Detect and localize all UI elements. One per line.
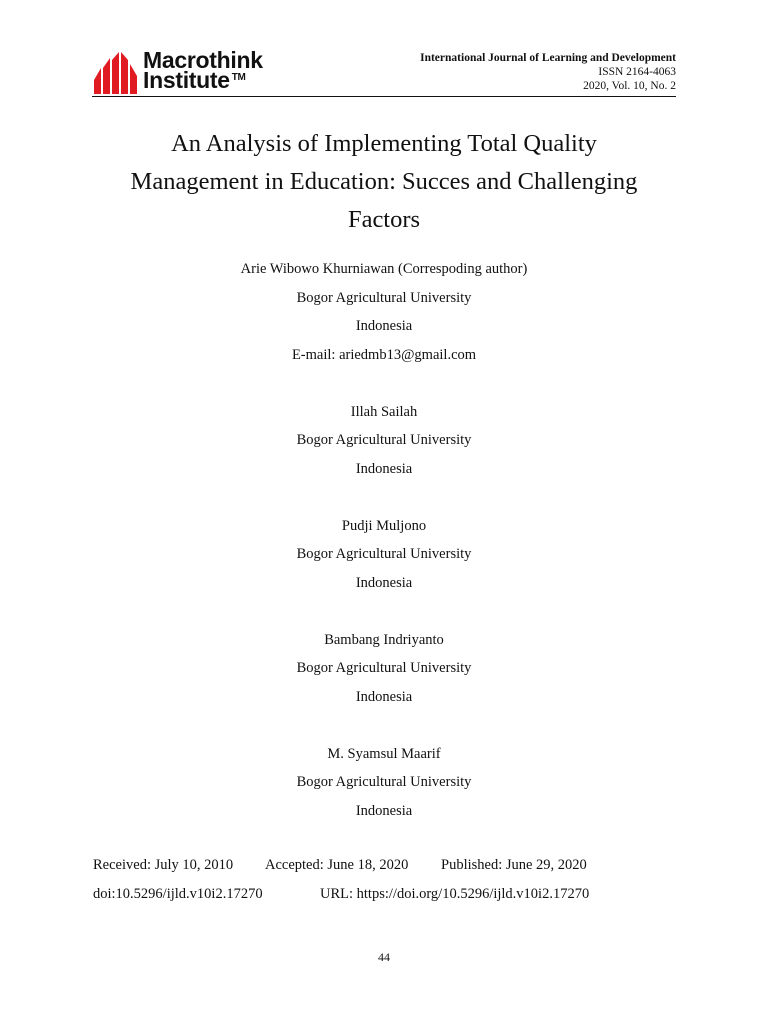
trademark-symbol: TM bbox=[231, 72, 246, 83]
author-block bbox=[92, 255, 676, 369]
author-block bbox=[92, 626, 676, 712]
author-name: M. Syamsul Maarif bbox=[327, 745, 441, 762]
author-affiliation: Bogor Agricultural University bbox=[296, 546, 472, 562]
journal-issn: ISSN 2164-4063 bbox=[598, 66, 676, 78]
macrothink-logo-icon bbox=[92, 50, 140, 94]
author-country: Indonesia bbox=[355, 574, 413, 591]
author-spacer bbox=[92, 369, 676, 398]
author-country: Indonesia bbox=[355, 318, 413, 334]
author-email[interactable]: E-mail: ariedmb13@gmail.com bbox=[291, 346, 477, 363]
doi-text[interactable]: doi:10.5296/ijld.v10i2.17270 bbox=[93, 886, 263, 902]
author-name: Arie Wibowo Khurniawan (Correspoding author) bbox=[240, 261, 528, 277]
dates-row bbox=[93, 851, 693, 880]
journal-name: International Journal of Learning and Development bbox=[420, 52, 676, 64]
author-affiliation: Bogor Agricultural University bbox=[296, 774, 472, 790]
author-block bbox=[92, 398, 676, 484]
author-spacer bbox=[92, 597, 676, 626]
logo-line-1: Macrothink bbox=[143, 47, 263, 73]
header-divider bbox=[92, 96, 676, 97]
title-line-3: Factors bbox=[347, 206, 421, 233]
publication-dates bbox=[93, 851, 693, 909]
author-name: Bambang Indriyanto bbox=[324, 631, 444, 648]
author-name: Pudji Muljono bbox=[341, 517, 427, 534]
author-spacer bbox=[92, 483, 676, 512]
author-country: Indonesia bbox=[355, 802, 413, 819]
page-number: 44 bbox=[378, 950, 390, 964]
journal-info bbox=[420, 51, 676, 93]
logo-wordmark bbox=[143, 47, 263, 93]
url-link[interactable]: URL: https://doi.org/10.5296/ijld.v10i2.17270 bbox=[320, 886, 590, 902]
author-affiliation: Bogor Agricultural University bbox=[296, 289, 472, 306]
paper-title bbox=[92, 125, 676, 239]
received-date: Received: July 10, 2010 bbox=[93, 857, 234, 873]
author-block bbox=[92, 512, 676, 598]
title-line-1: An Analysis of Implementing Total Quality bbox=[171, 130, 597, 157]
publisher-logo bbox=[92, 47, 302, 100]
author-affiliation: Bogor Agricultural University bbox=[296, 432, 472, 448]
published-date: Published: June 29, 2020 bbox=[441, 857, 587, 873]
author-block bbox=[92, 740, 676, 826]
author-country: Indonesia bbox=[355, 688, 413, 705]
author-list bbox=[92, 255, 676, 825]
author-affiliation: Bogor Agricultural University bbox=[296, 660, 472, 676]
logo-line-2-text: Institute bbox=[143, 67, 230, 93]
author-name: Illah Sailah bbox=[350, 403, 418, 420]
journal-volume: 2020, Vol. 10, No. 2 bbox=[583, 80, 676, 92]
accepted-date: Accepted: June 18, 2020 bbox=[265, 857, 409, 873]
page-header bbox=[92, 45, 676, 97]
doi-row bbox=[93, 880, 693, 909]
title-line-2: Management in Education: Succes and Challenging bbox=[130, 168, 638, 195]
logo-line-2 bbox=[143, 67, 263, 93]
author-spacer bbox=[92, 711, 676, 740]
author-country: Indonesia bbox=[355, 460, 413, 477]
